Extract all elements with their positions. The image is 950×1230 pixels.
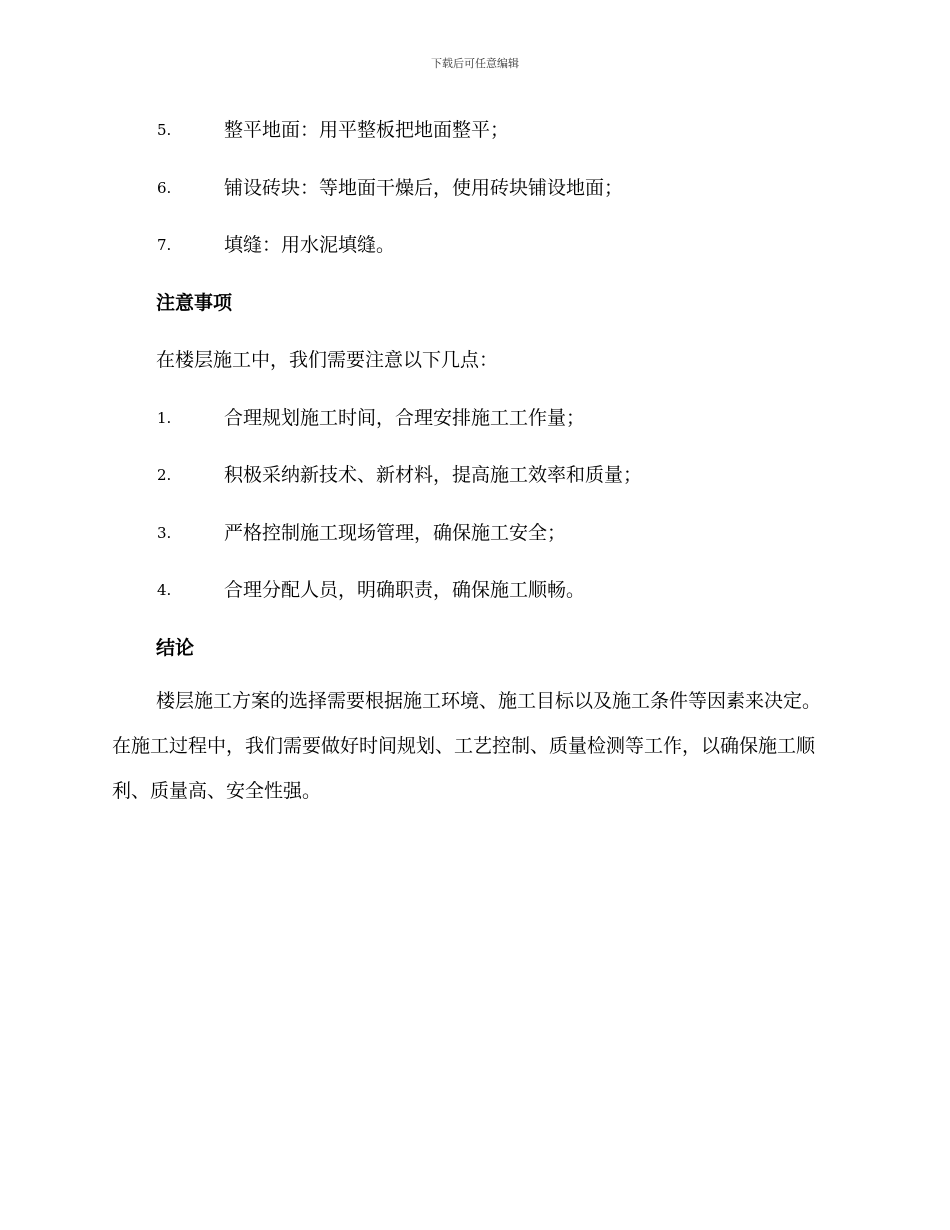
- list-item: [0, 110, 950, 168]
- document-body: [0, 110, 950, 814]
- list-number: 5.: [157, 121, 172, 139]
- list-number: 3.: [157, 523, 172, 542]
- list-number: 7.: [157, 236, 172, 254]
- notes-heading: 注意事项: [156, 291, 233, 314]
- list-text: 整平地面：用平整板把地面整平；: [224, 119, 510, 141]
- list-number: 6.: [157, 178, 172, 197]
- list-item: [0, 570, 950, 628]
- list-item: [0, 513, 950, 571]
- list-text: 填缝：用水泥填缝。: [224, 234, 396, 256]
- list-number: 4.: [157, 581, 172, 599]
- list-text: 合理分配人员，明确职责，确保施工顺畅。: [224, 579, 586, 601]
- list-item: [0, 398, 950, 456]
- list-item: [0, 225, 950, 283]
- page-header: 下载后可任意编辑: [431, 57, 519, 70]
- conclusion-heading: 结论: [156, 636, 195, 659]
- list-number: 2.: [157, 466, 172, 484]
- list-text: 合理规划施工时间，合理安排施工工作量；: [224, 406, 586, 429]
- list-number: 1.: [157, 408, 172, 427]
- list-item: [0, 455, 950, 513]
- list-text: 铺设砖块：等地面干燥后，使用砖块铺设地面；: [224, 176, 624, 199]
- list-text: 严格控制施工现场管理，确保施工安全；: [224, 521, 567, 544]
- conclusion-paragraph: 楼层施工方案的选择需要根据施工环境、施工目标以及施工条件等因素来决定。在施工过程中，我们需要做好时间规划、工艺控制、质量检测等工作，以确保施工顺利、质量高、安全性强。: [112, 690, 822, 802]
- notes-intro: 在楼层施工中，我们需要注意以下几点：: [156, 349, 499, 371]
- list-item: [0, 168, 950, 226]
- list-text: 积极采纳新技术、新材料，提高施工效率和质量；: [224, 464, 643, 486]
